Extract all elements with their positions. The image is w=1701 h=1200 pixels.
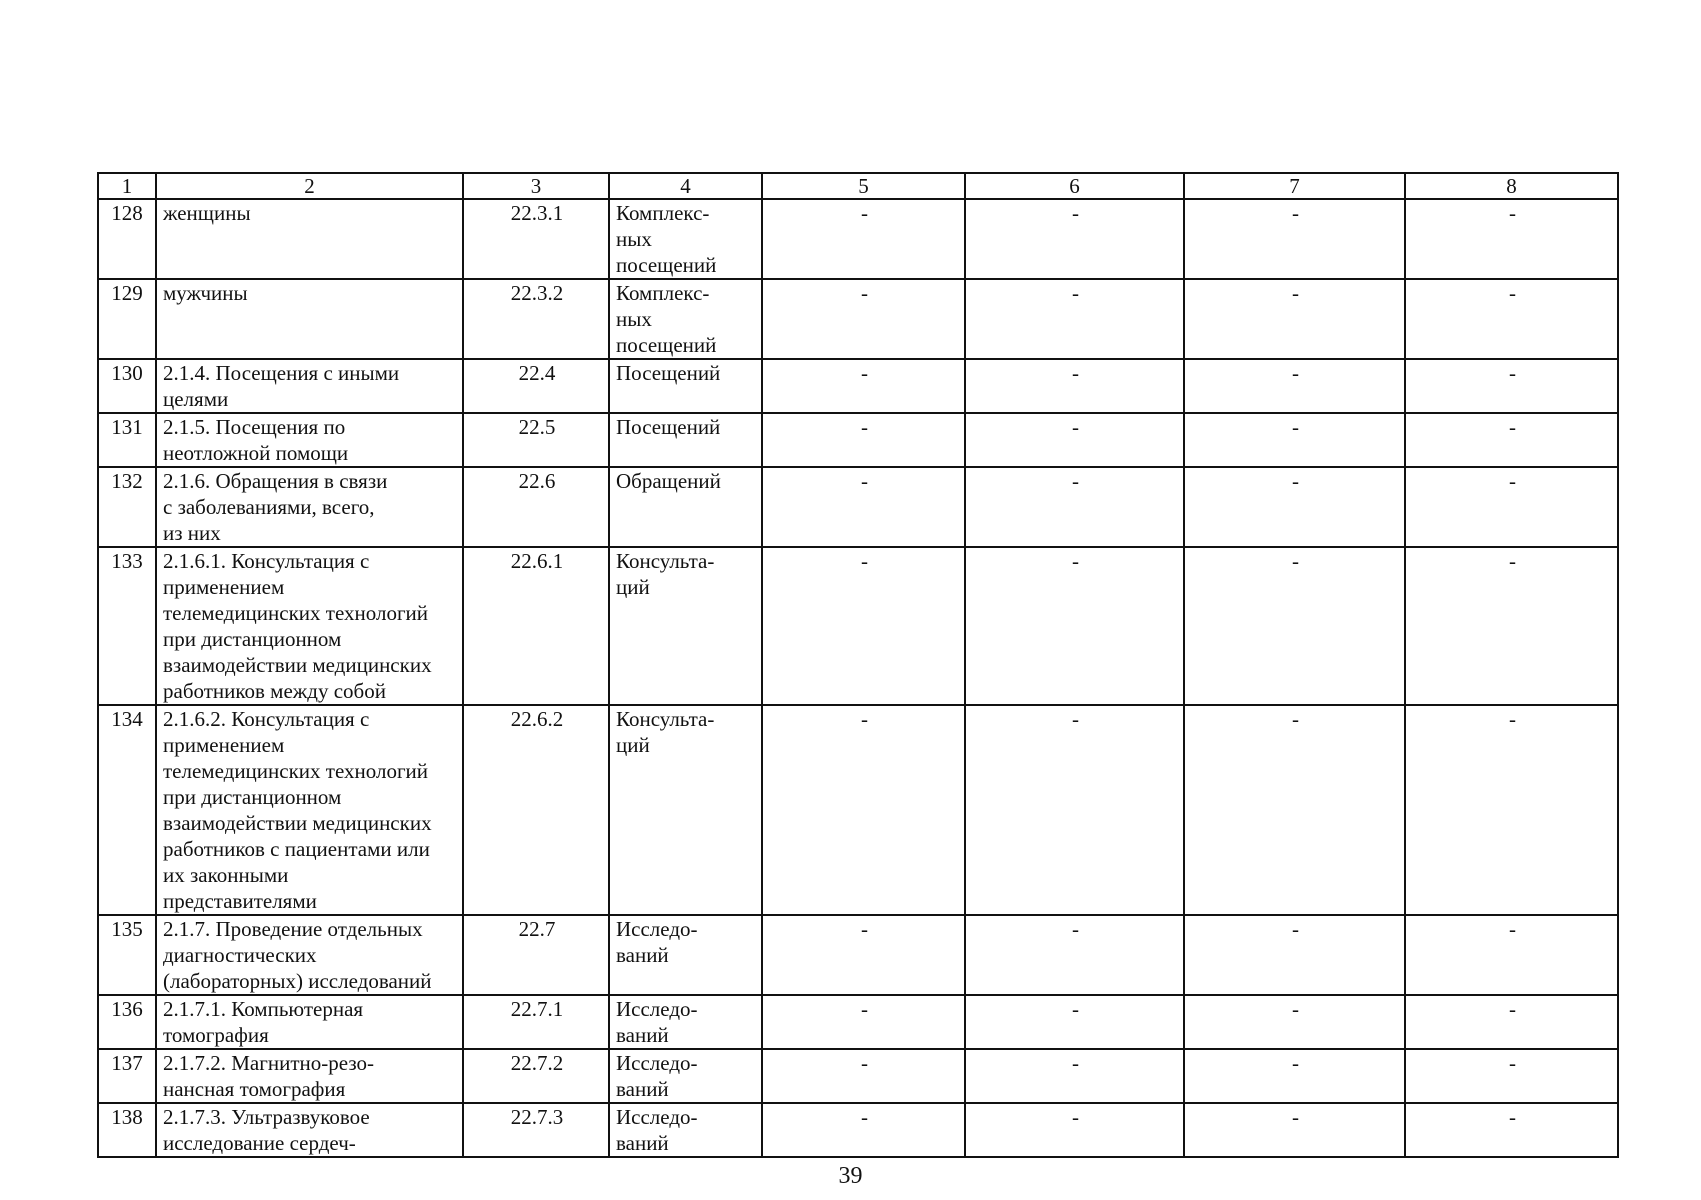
table-row <box>98 705 1618 915</box>
column-number-2: 2 <box>156 173 463 199</box>
value-cell-col-6: - <box>965 413 1184 467</box>
value-cell-col-8: - <box>1405 705 1618 915</box>
value-cell-col-5: - <box>762 199 965 279</box>
value-cell-col-7: - <box>1184 1049 1405 1103</box>
row-code-cell: 22.5 <box>463 413 609 467</box>
table-row <box>98 413 1618 467</box>
row-code-cell: 22.4 <box>463 359 609 413</box>
indicator-name-cell: 2.1.6.1. Консультация с применением телемедицинских технологий при дистанционном взаимодействии медицинских работников между собой <box>156 547 463 705</box>
value-cell-col-6: - <box>965 467 1184 547</box>
column-number-3: 3 <box>463 173 609 199</box>
value-cell-col-6: - <box>965 705 1184 915</box>
unit-cell: Обращений <box>609 467 762 547</box>
unit-cell: Исследо- ваний <box>609 915 762 995</box>
row-code-cell: 22.3.2 <box>463 279 609 359</box>
column-number-7: 7 <box>1184 173 1405 199</box>
column-number-row <box>98 173 1618 199</box>
indicator-name-cell: женщины <box>156 199 463 279</box>
table-row <box>98 915 1618 995</box>
value-cell-col-8: - <box>1405 467 1618 547</box>
table-row <box>98 995 1618 1049</box>
value-cell-col-5: - <box>762 1049 965 1103</box>
table-row <box>98 1049 1618 1103</box>
value-cell-col-7: - <box>1184 915 1405 995</box>
row-code-cell: 22.3.1 <box>463 199 609 279</box>
unit-cell: Посещений <box>609 359 762 413</box>
unit-cell: Посещений <box>609 413 762 467</box>
row-number-cell: 138 <box>98 1103 156 1157</box>
value-cell-col-5: - <box>762 995 965 1049</box>
indicator-name-cell: 2.1.7.2. Магнитно-резо- нансная томография <box>156 1049 463 1103</box>
value-cell-col-7: - <box>1184 547 1405 705</box>
value-cell-col-7: - <box>1184 705 1405 915</box>
row-code-cell: 22.7.3 <box>463 1103 609 1157</box>
value-cell-col-5: - <box>762 413 965 467</box>
row-code-cell: 22.7.1 <box>463 995 609 1049</box>
row-code-cell: 22.6.1 <box>463 547 609 705</box>
value-cell-col-7: - <box>1184 467 1405 547</box>
value-cell-col-7: - <box>1184 199 1405 279</box>
page-number: 39 <box>838 1163 863 1189</box>
row-code-cell: 22.6 <box>463 467 609 547</box>
value-cell-col-8: - <box>1405 547 1618 705</box>
row-code-cell: 22.6.2 <box>463 705 609 915</box>
row-number-cell: 128 <box>98 199 156 279</box>
row-number-cell: 129 <box>98 279 156 359</box>
value-cell-col-6: - <box>965 199 1184 279</box>
value-cell-col-6: - <box>965 359 1184 413</box>
value-cell-col-6: - <box>965 1049 1184 1103</box>
table-row <box>98 279 1618 359</box>
row-code-cell: 22.7.2 <box>463 1049 609 1103</box>
value-cell-col-6: - <box>965 547 1184 705</box>
row-code-cell: 22.7 <box>463 915 609 995</box>
value-cell-col-8: - <box>1405 359 1618 413</box>
value-cell-col-7: - <box>1184 413 1405 467</box>
indicator-name-cell: 2.1.7.1. Компьютерная томография <box>156 995 463 1049</box>
unit-cell: Комплекс- ных посещений <box>609 279 762 359</box>
unit-cell: Исследо- ваний <box>609 995 762 1049</box>
value-cell-col-8: - <box>1405 279 1618 359</box>
value-cell-col-5: - <box>762 915 965 995</box>
indicator-name-cell: 2.1.4. Посещения с иными целями <box>156 359 463 413</box>
value-cell-col-5: - <box>762 279 965 359</box>
value-cell-col-7: - <box>1184 995 1405 1049</box>
unit-cell: Исследо- ваний <box>609 1049 762 1103</box>
row-number-cell: 130 <box>98 359 156 413</box>
row-number-cell: 132 <box>98 467 156 547</box>
row-number-cell: 134 <box>98 705 156 915</box>
column-number-5: 5 <box>762 173 965 199</box>
value-cell-col-5: - <box>762 547 965 705</box>
value-cell-col-6: - <box>965 995 1184 1049</box>
value-cell-col-8: - <box>1405 915 1618 995</box>
unit-cell: Консульта- ций <box>609 705 762 915</box>
column-number-6: 6 <box>965 173 1184 199</box>
indicator-name-cell: 2.1.7.3. Ультразвуковое исследование сердеч- <box>156 1103 463 1157</box>
table-row <box>98 359 1618 413</box>
value-cell-col-7: - <box>1184 359 1405 413</box>
indicator-name-cell: 2.1.7. Проведение отдельных диагностических (лабораторных) исследований <box>156 915 463 995</box>
row-number-cell: 137 <box>98 1049 156 1103</box>
unit-cell: Исследо- ваний <box>609 1103 762 1157</box>
value-cell-col-8: - <box>1405 1103 1618 1157</box>
column-number-8: 8 <box>1405 173 1618 199</box>
table-row <box>98 467 1618 547</box>
value-cell-col-6: - <box>965 1103 1184 1157</box>
table-row <box>98 1103 1618 1157</box>
indicator-name-cell: 2.1.5. Посещения по неотложной помощи <box>156 413 463 467</box>
row-number-cell: 136 <box>98 995 156 1049</box>
column-number-1: 1 <box>98 173 156 199</box>
value-cell-col-8: - <box>1405 995 1618 1049</box>
indicator-name-cell: 2.1.6.2. Консультация с применением телемедицинских технологий при дистанционном взаимодействии медицинских работников с пациентами или их законными представителями <box>156 705 463 915</box>
value-cell-col-8: - <box>1405 1049 1618 1103</box>
value-cell-col-8: - <box>1405 413 1618 467</box>
value-cell-col-5: - <box>762 467 965 547</box>
value-cell-col-7: - <box>1184 279 1405 359</box>
value-cell-col-5: - <box>762 1103 965 1157</box>
value-cell-col-6: - <box>965 279 1184 359</box>
table-row <box>98 547 1618 705</box>
unit-cell: Комплекс- ных посещений <box>609 199 762 279</box>
indicator-name-cell: мужчины <box>156 279 463 359</box>
indicator-name-cell: 2.1.6. Обращения в связи с заболеваниями, всего, из них <box>156 467 463 547</box>
value-cell-col-5: - <box>762 705 965 915</box>
row-number-cell: 131 <box>98 413 156 467</box>
row-number-cell: 133 <box>98 547 156 705</box>
row-number-cell: 135 <box>98 915 156 995</box>
value-cell-col-7: - <box>1184 1103 1405 1157</box>
value-cell-col-5: - <box>762 359 965 413</box>
column-number-4: 4 <box>609 173 762 199</box>
table-row <box>98 199 1618 279</box>
data-table <box>97 172 1619 1158</box>
value-cell-col-8: - <box>1405 199 1618 279</box>
unit-cell: Консульта- ций <box>609 547 762 705</box>
value-cell-col-6: - <box>965 915 1184 995</box>
